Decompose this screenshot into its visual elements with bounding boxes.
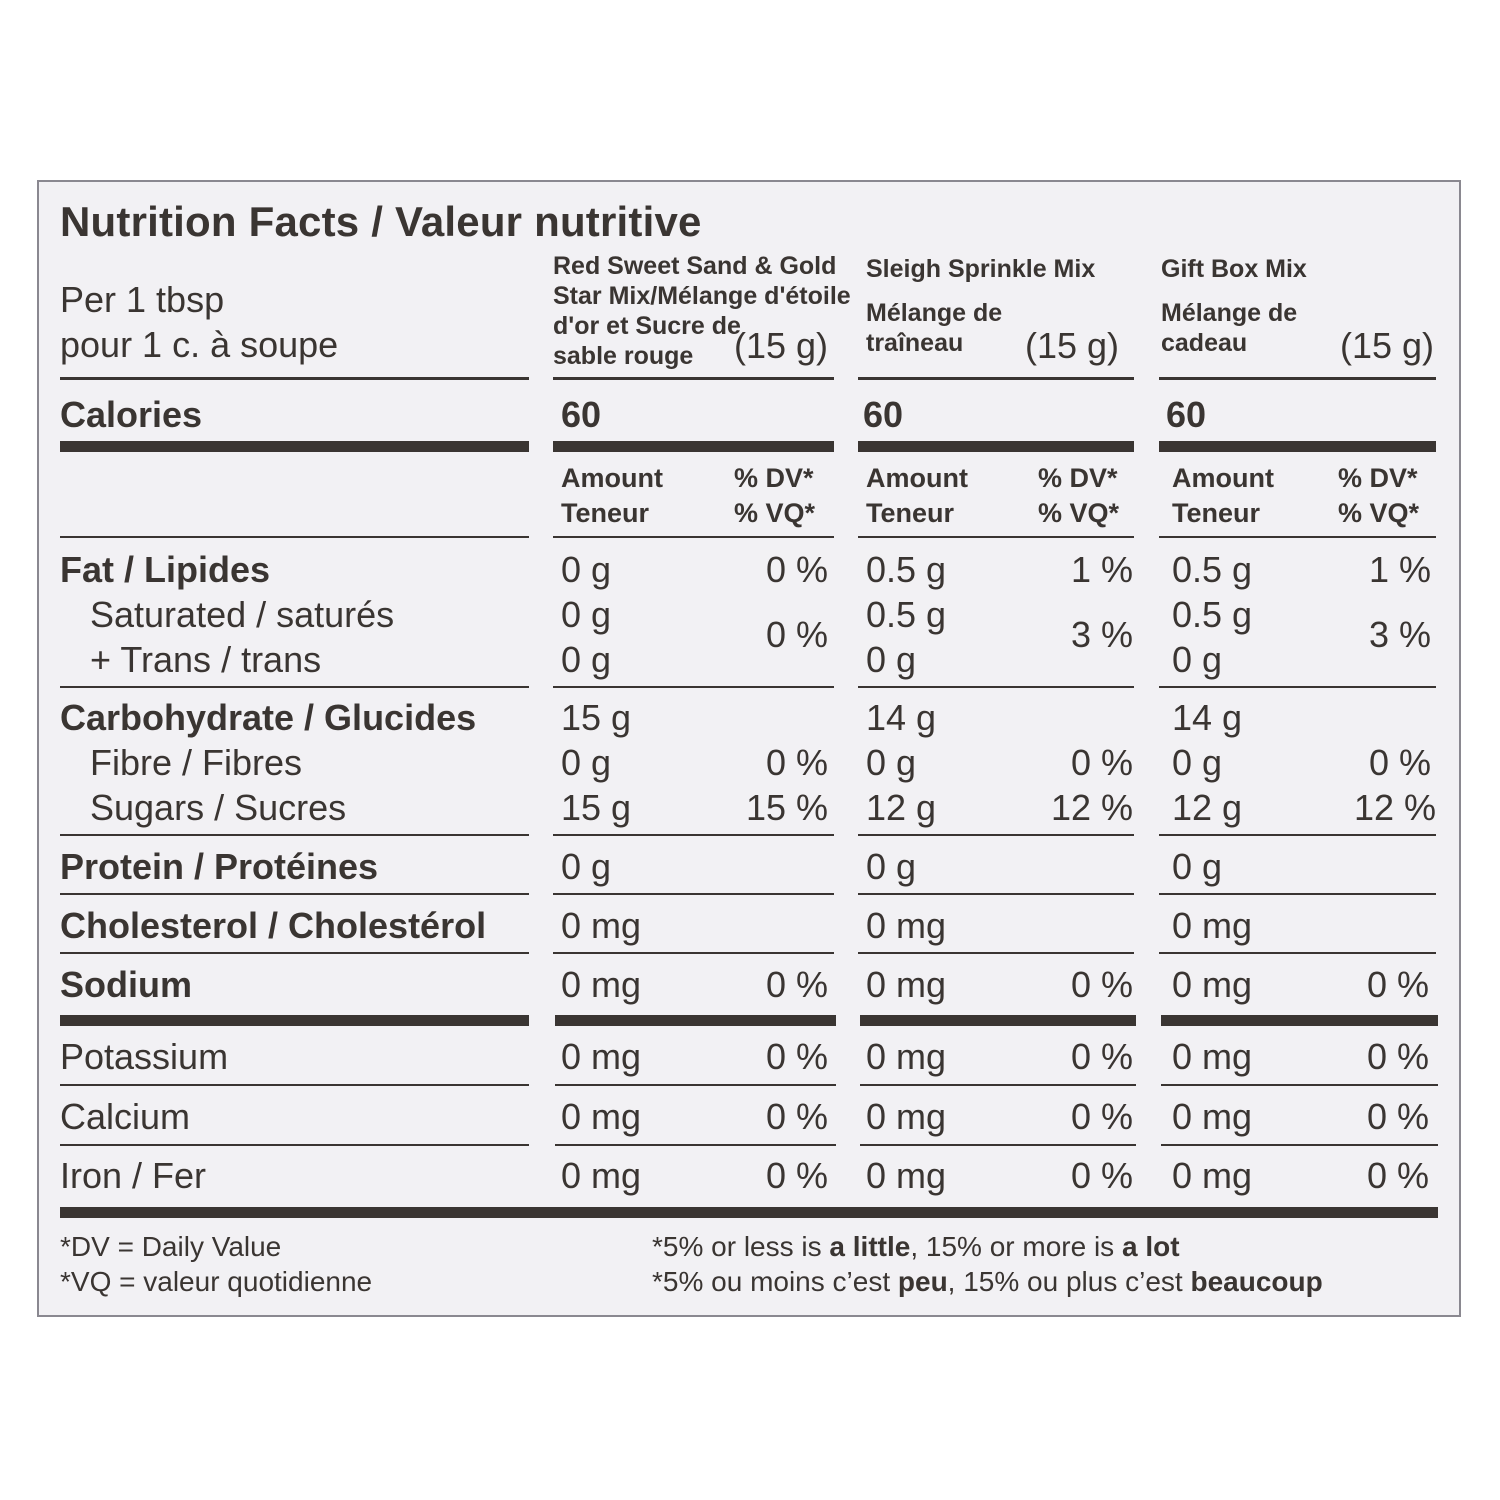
fibre-amount: 0 g (1172, 742, 1223, 783)
saturated-amount: 0.5 g (1172, 594, 1253, 635)
teneur-header: Teneur (1172, 498, 1261, 528)
divider (553, 893, 834, 895)
carbohydrate-amount: 14 g (1172, 697, 1243, 738)
sodium-amount: 0 mg (1172, 964, 1253, 1005)
iron-dv: 0 % (1070, 1155, 1133, 1196)
amount-header: Amount (561, 463, 663, 493)
fat-amount: 0.5 g (866, 549, 947, 590)
divider (60, 1144, 529, 1146)
divider (858, 377, 1134, 380)
divider (1161, 1084, 1438, 1086)
divider (555, 1144, 836, 1146)
sugars-amount: 12 g (866, 787, 937, 828)
product-2-calories: 60 (863, 394, 904, 435)
potassium-amount: 0 mg (561, 1036, 642, 1077)
divider (858, 536, 1134, 538)
saturated-amount: 0.5 g (866, 594, 947, 635)
amount-header: Amount (866, 463, 968, 493)
protein-label: Protein / Protéines (60, 846, 379, 887)
trans-amount: 0 g (866, 639, 917, 680)
amount-header: Amount (1172, 463, 1274, 493)
sodium-label: Sodium (60, 964, 192, 1005)
potassium-amount: 0 mg (1172, 1036, 1253, 1077)
sodium-amount: 0 mg (561, 964, 642, 1005)
potassium-dv: 0 % (765, 1036, 828, 1077)
divider (60, 377, 529, 380)
cholesterol-amount: 0 mg (561, 905, 642, 946)
serving-size-fr: pour 1 c. à soupe (60, 324, 339, 365)
product-2-name-line-3: traîneau (866, 329, 964, 357)
divider (553, 377, 834, 380)
sugars-label: Sugars / Sucres (90, 787, 347, 828)
iron-dv: 0 % (765, 1155, 828, 1196)
divider (858, 834, 1134, 836)
fat-label: Fat / Lipides (60, 549, 271, 590)
carbohydrate-amount: 14 g (866, 697, 937, 738)
saturated-label: Saturated / saturés (90, 594, 395, 635)
divider-thick (60, 1207, 1438, 1218)
calcium-amount: 0 mg (1172, 1096, 1253, 1137)
trans-label: + Trans / trans (90, 639, 322, 680)
potassium-amount: 0 mg (866, 1036, 947, 1077)
product-1-name-line-4: sable rouge (553, 342, 694, 370)
calcium-dv: 0 % (765, 1096, 828, 1137)
divider (860, 1144, 1136, 1146)
fibre-amount: 0 g (561, 742, 612, 783)
fibre-dv: 0 % (1368, 742, 1431, 783)
potassium-label: Potassium (60, 1036, 229, 1077)
calcium-dv: 0 % (1070, 1096, 1133, 1137)
sugars-amount: 12 g (1172, 787, 1243, 828)
sugars-dv: 12 % (1050, 787, 1133, 828)
panel-title: Nutrition Facts / Valeur nutritive (60, 198, 702, 245)
fat-amount: 0.5 g (1172, 549, 1253, 590)
divider (553, 834, 834, 836)
cholesterol-amount: 0 mg (1172, 905, 1253, 946)
serving-size-en: Per 1 tbsp (60, 279, 225, 320)
saturated-amount: 0 g (561, 594, 612, 635)
divider (1159, 686, 1436, 688)
saturated-trans-dv: 3 % (1368, 614, 1431, 655)
trans-amount: 0 g (561, 639, 612, 680)
fat-dv: 1 % (1368, 549, 1431, 590)
calcium-amount: 0 mg (561, 1096, 642, 1137)
divider (860, 1084, 1136, 1086)
divider (1159, 952, 1436, 954)
divider-thick (858, 441, 1134, 452)
iron-amount: 0 mg (866, 1155, 947, 1196)
sugars-dv: 12 % (1353, 787, 1436, 828)
divider-thick (860, 1015, 1136, 1026)
footnote-percent-guide-en: *5% or less is a little, 15% or more is a lot (652, 1231, 1180, 1262)
potassium-dv: 0 % (1366, 1036, 1429, 1077)
dv-header: % DV* (734, 463, 814, 493)
protein-amount: 0 g (866, 846, 917, 887)
divider (1161, 1144, 1438, 1146)
sodium-dv: 0 % (1366, 964, 1429, 1005)
cholesterol-label: Cholesterol / Cholestérol (60, 905, 487, 946)
sodium-dv: 0 % (1070, 964, 1133, 1005)
divider (858, 686, 1134, 688)
iron-dv: 0 % (1366, 1155, 1429, 1196)
vq-header: % VQ* (1338, 498, 1420, 528)
sodium-amount: 0 mg (866, 964, 947, 1005)
product-2-name-line-2: Mélange de (866, 299, 1003, 327)
fat-amount: 0 g (561, 549, 612, 590)
potassium-dv: 0 % (1070, 1036, 1133, 1077)
vq-header: % VQ* (734, 498, 816, 528)
vq-header: % VQ* (1038, 498, 1120, 528)
divider (1159, 893, 1436, 895)
divider (555, 1084, 836, 1086)
trans-amount: 0 g (1172, 639, 1223, 680)
product-1-serving-weight: (15 g) (734, 325, 829, 366)
divider (1159, 536, 1436, 538)
divider (553, 536, 834, 538)
divider (858, 952, 1134, 954)
divider-thick (555, 1015, 836, 1026)
divider (60, 893, 529, 895)
calcium-amount: 0 mg (866, 1096, 947, 1137)
fibre-amount: 0 g (866, 742, 917, 783)
fibre-label: Fibre / Fibres (90, 742, 303, 783)
footnote-dv-definition: *DV = Daily Value (60, 1231, 282, 1262)
iron-amount: 0 mg (1172, 1155, 1253, 1196)
sugars-amount: 15 g (561, 787, 632, 828)
protein-amount: 0 g (1172, 846, 1223, 887)
divider (1159, 377, 1436, 380)
product-3-calories: 60 (1166, 394, 1207, 435)
divider (553, 952, 834, 954)
dv-header: % DV* (1038, 463, 1118, 493)
product-3-serving-weight: (15 g) (1340, 325, 1435, 366)
iron-amount: 0 mg (561, 1155, 642, 1196)
divider (60, 834, 529, 836)
product-1-name-line-2: Star Mix/Mélange d'étoile (553, 282, 851, 310)
divider (60, 686, 529, 688)
fat-dv: 1 % (1070, 549, 1133, 590)
divider (553, 686, 834, 688)
fat-dv: 0 % (765, 549, 828, 590)
divider (1159, 834, 1436, 836)
fibre-dv: 0 % (765, 742, 828, 783)
divider (60, 1084, 529, 1086)
divider-thick (1159, 441, 1436, 452)
sodium-dv: 0 % (765, 964, 828, 1005)
product-2-name-line-1: Sleigh Sprinkle Mix (866, 255, 1096, 283)
divider (60, 952, 529, 954)
product-2-serving-weight: (15 g) (1025, 325, 1120, 366)
product-1-name-line-3: d'or et Sucre de (553, 312, 741, 340)
divider (858, 893, 1134, 895)
sugars-dv: 15 % (745, 787, 828, 828)
product-3-name-line-1: Gift Box Mix (1161, 255, 1307, 283)
footnote-vq-definition: *VQ = valeur quotidienne (60, 1266, 373, 1297)
divider-thick (60, 1015, 529, 1026)
product-1-name-line-1: Red Sweet Sand & Gold (553, 252, 837, 280)
calcium-label: Calcium (60, 1096, 191, 1137)
iron-label: Iron / Fer (60, 1155, 207, 1196)
saturated-trans-dv: 3 % (1070, 614, 1133, 655)
footnote-percent-guide-fr: *5% ou moins c’est peu, 15% ou plus c’est beaucoup (652, 1266, 1323, 1297)
divider-thick (1161, 1015, 1438, 1026)
cholesterol-amount: 0 mg (866, 905, 947, 946)
product-3-name-line-3: cadeau (1161, 329, 1248, 357)
product-1-calories: 60 (561, 394, 602, 435)
divider-thick (60, 441, 529, 452)
divider (60, 536, 529, 538)
divider-thick (553, 441, 834, 452)
dv-header: % DV* (1338, 463, 1418, 493)
calcium-dv: 0 % (1366, 1096, 1429, 1137)
teneur-header: Teneur (866, 498, 955, 528)
teneur-header: Teneur (561, 498, 650, 528)
carbohydrate-amount: 15 g (561, 697, 632, 738)
calories-label: Calories (60, 394, 203, 435)
product-3-name-line-2: Mélange de (1161, 299, 1298, 327)
carbohydrate-label: Carbohydrate / Glucides (60, 697, 477, 738)
saturated-trans-dv: 0 % (765, 614, 828, 655)
fibre-dv: 0 % (1070, 742, 1133, 783)
protein-amount: 0 g (561, 846, 612, 887)
